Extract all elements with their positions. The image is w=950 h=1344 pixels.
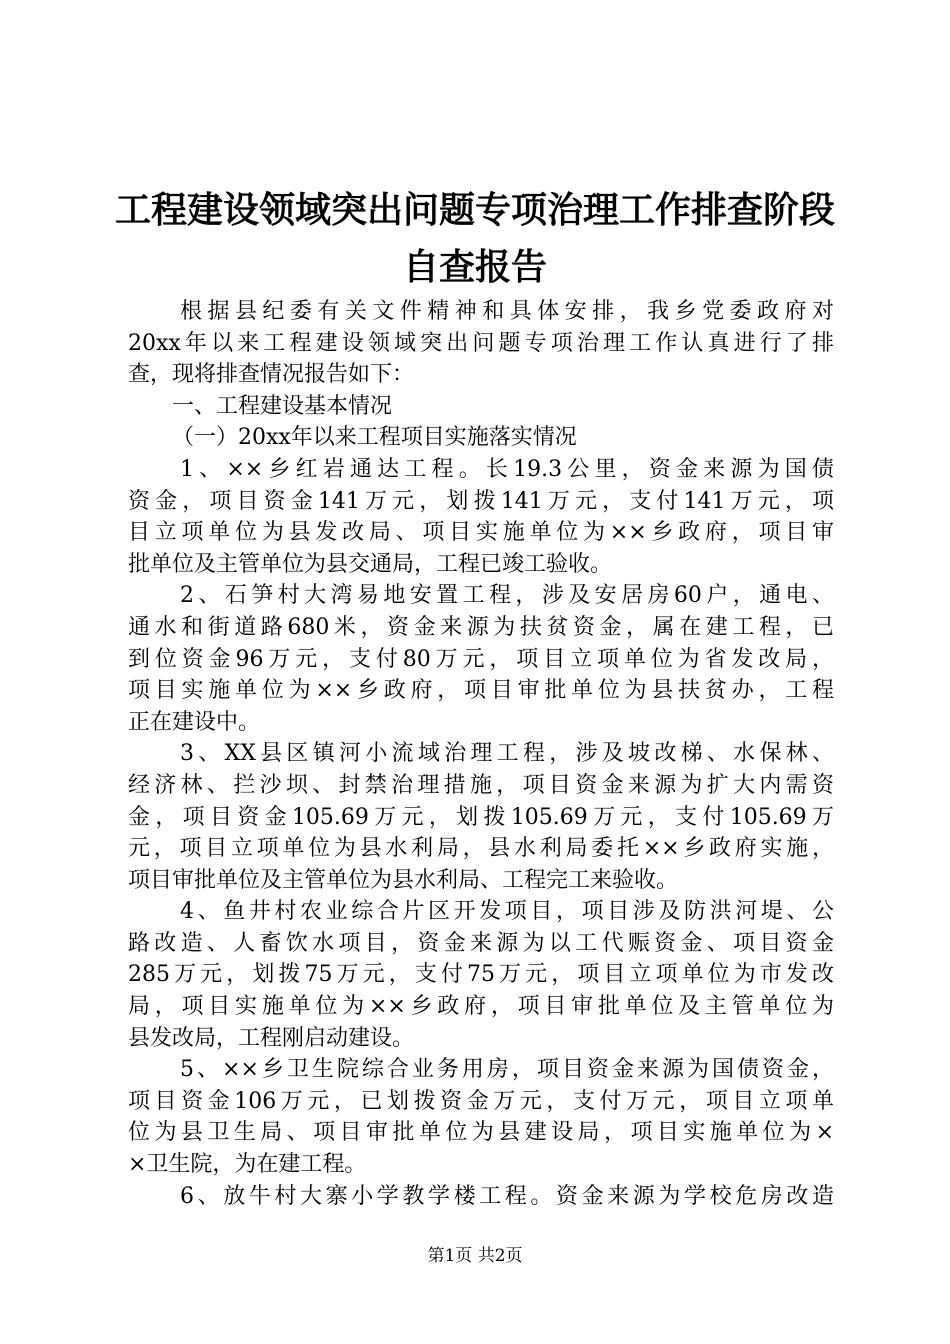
body-line: 金，项目资金105.69万元，划拨105.69万元，支付105.69万 — [128, 804, 834, 830]
subsection-heading: （一）20xx年以来工程项目实施落实情况 — [172, 425, 577, 451]
body-line: 3、XX县区镇河小流域治理工程，涉及坡改梯、水保林、 — [180, 741, 834, 767]
body-line: 1、××乡红岩通达工程。长19.3公里，资金来源为国债 — [180, 456, 834, 482]
body-line: 项目实施单位为××乡政府，项目审批单位为县扶贫办，工程 — [128, 678, 834, 704]
body-line: 查，现将排查情况报告如下： — [128, 362, 415, 388]
body-line: 根据县纪委有关文件精神和具体安排，我乡党委政府对 — [180, 299, 834, 324]
document-title-line-2: 自查报告 — [402, 246, 547, 288]
body-line: 6、放牛村大寨小学教学楼工程。资金来源为学校危房改造 — [180, 1183, 834, 1209]
body-line: 项目审批单位及主管单位为县水利局、工程完工来验收。 — [128, 867, 679, 893]
body-line: 到位资金96万元，支付80万元，项目立项单位为省发改局， — [128, 646, 834, 672]
body-line: 2、石笋村大湾易地安置工程，涉及安居房60户，通电、 — [180, 583, 834, 609]
body-line: 局，项目实施单位为××乡政府，项目审批单位及主管单位为 — [128, 994, 834, 1020]
document-body — [128, 296, 834, 1212]
body-line: 285万元，划拨75万元，支付75万元，项目立项单位为市发改 — [128, 962, 834, 988]
body-line: 5、××乡卫生院综合业务用房，项目资金来源为国债资金， — [180, 1057, 834, 1083]
body-line: 位为县卫生局、项目审批单位为县建设局，项目实施单位为× — [128, 1120, 834, 1146]
body-line: 批单位及主管单位为县交通局，工程已竣工验收。 — [128, 551, 613, 577]
body-line: 元，项目立项单位为县水利局，县水利局委托××乡政府实施， — [128, 836, 834, 862]
body-line: 通水和街道路680米，资金来源为扶贫资金，属在建工程，已 — [128, 614, 834, 640]
body-line: 项目资金106万元，已划拨资金万元，支付万元，项目立项单 — [128, 1088, 834, 1114]
body-line: 资金，项目资金141万元，划拨141万元，支付141万元，项 — [128, 488, 834, 514]
body-line: 县发改局，工程刚启动建设。 — [128, 1025, 415, 1051]
body-line: 路改造、人畜饮水项目，资金来源为以工代赈资金、项目资金 — [128, 930, 834, 956]
section-heading: 一、工程建设基本情况 — [172, 393, 393, 419]
body-line: 正在建设中。 — [128, 709, 261, 735]
body-line: 20xx年以来工程建设领域突出问题专项治理工作认真进行了排 — [128, 330, 834, 356]
body-line: 目立项单位为县发改局、项目实施单位为××乡政府，项目审 — [128, 520, 834, 546]
body-line: 4、鱼井村农业综合片区开发项目，项目涉及防洪河堤、公 — [180, 899, 834, 925]
body-line: ×卫生院，为在建工程。 — [128, 1152, 367, 1178]
page-number-footer: 第1页 共2页 — [427, 1246, 523, 1266]
document-title-line-1: 工程建设领域突出问题专项治理工作排查阶段 — [114, 189, 835, 231]
body-line: 经济林、拦沙坝、封禁治理措施，项目资金来源为扩大内需资 — [128, 772, 834, 798]
